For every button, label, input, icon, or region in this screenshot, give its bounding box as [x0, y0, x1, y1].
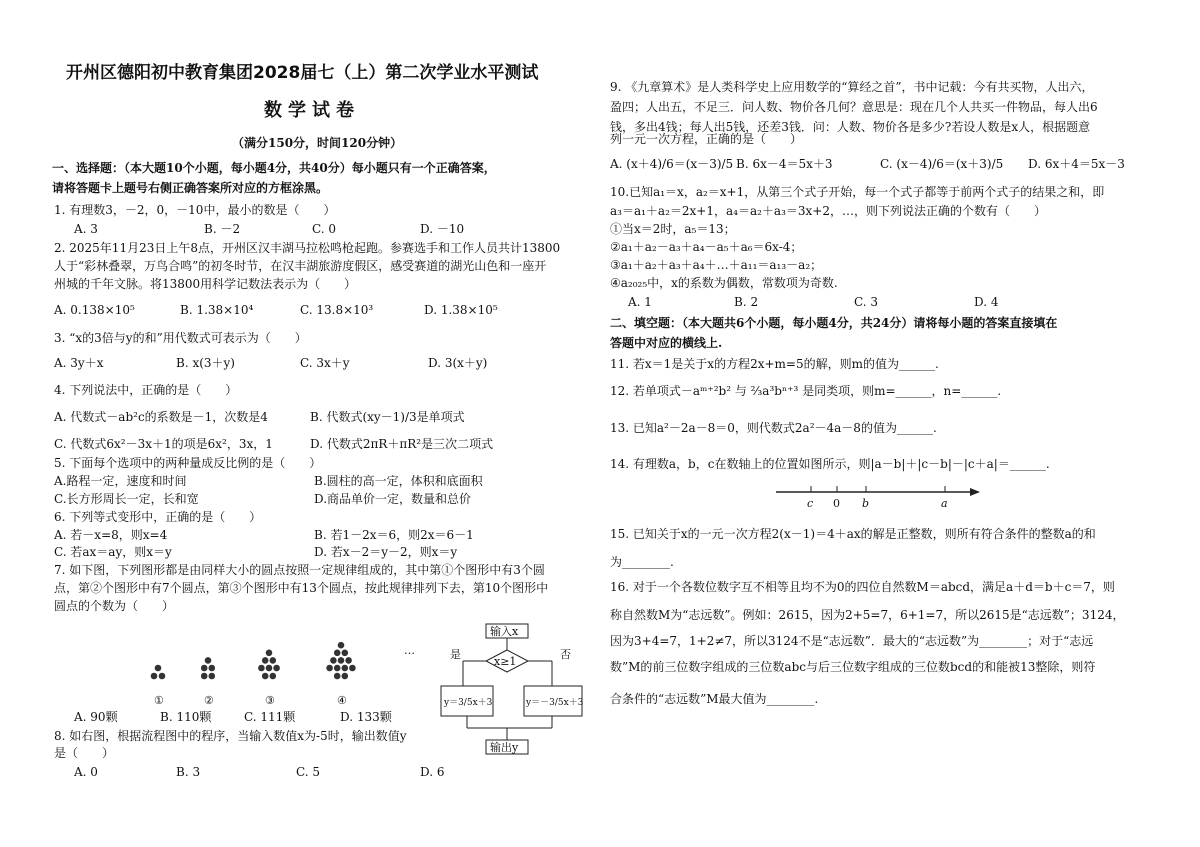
pattern-3: [258, 650, 280, 680]
q16-line5: 合条件的“志远数”M最大值为________.: [610, 692, 819, 706]
q7-line2: 点，第②个图形中有7个圆点，第③个图形中有13个圆点，按此规律排列下去，第10个图形中: [54, 581, 549, 595]
dot: [201, 673, 208, 680]
dot: [326, 665, 333, 672]
dot: [209, 673, 216, 680]
q2-option-b: B. 1.38×10⁴: [180, 303, 254, 317]
q15-line1: 15. 已知关于x的一元一次方程2(x－1)＝4＋ax的解是正整数，则所有符合条件的整数a的和: [610, 527, 1096, 541]
q2-option-a: A. 0.138×10⁵: [54, 303, 135, 317]
q9-line4: 列一元一次方程，正确的是（ ）: [610, 132, 803, 146]
q9-option-b: B. 6x－4＝5x＋3: [736, 157, 833, 171]
q10-option-d: D. 4: [974, 295, 999, 309]
q10-statement-4: ④a₂₀₂₅中，x的系数为偶数，常数项为奇数.: [610, 276, 838, 290]
q1-option-c: C. 0: [312, 222, 337, 236]
section2-heading: 二、填空题：（本大题共6个小题，每小题4分，共24分）请将每小题的答案直接填在: [610, 316, 1058, 330]
dot: [345, 657, 352, 664]
pattern-label-2: ②: [204, 694, 214, 707]
flow-input-label: 输入x: [490, 625, 519, 638]
q10-option-b: B. 2: [734, 295, 759, 309]
q7-option-c: C. 111颗: [244, 710, 296, 724]
q7-option-a: A. 90颗: [74, 710, 118, 724]
dot: [349, 665, 356, 672]
axis-label-c: c: [807, 497, 814, 510]
flow-left-formula: y＝3/5x＋3: [444, 698, 493, 708]
pattern-1: [151, 665, 166, 680]
q3-option-a: A. 3y＋x: [54, 356, 104, 370]
q8-line2: 是（ ）: [54, 746, 115, 760]
dot: [258, 665, 265, 672]
dot: [266, 665, 273, 672]
dot: [338, 642, 345, 649]
dot: [262, 657, 269, 664]
q6-stem: 6. 下列等式变形中，正确的是（ ）: [54, 510, 262, 524]
pattern-4: [326, 642, 355, 679]
dot: [342, 673, 349, 680]
flow-yes-label: 是: [450, 648, 461, 661]
section1-heading: 一、选择题：（本大题10个小题，每小题4分，共40分）每小题只有一个正确答案，: [52, 161, 496, 175]
dot: [342, 650, 349, 657]
q2-option-d: D. 1.38×10⁵: [424, 303, 498, 317]
q5-option-a: A.路程一定，速度和时间: [54, 474, 187, 488]
dot: [338, 657, 345, 664]
q3-option-c: C. 3x＋y: [300, 356, 350, 370]
dot: [334, 665, 341, 672]
q3-option-b: B. x(3＋y): [176, 356, 235, 370]
q2-line1: 2. 2025年11月23日上午8点，开州区汉丰湖马拉松鸣枪起跑。参赛选手和工作人员共计13800: [54, 241, 561, 255]
q2-option-c: C. 13.8×10³: [300, 303, 374, 317]
q8-option-a: A. 0: [74, 765, 98, 779]
dot: [201, 665, 208, 672]
q8-option-d: D. 6: [420, 765, 445, 779]
score-info: （满分150分，时间120分钟）: [232, 136, 403, 150]
axis-label-a: a: [941, 497, 948, 510]
dot: [266, 650, 273, 657]
q11-stem: 11. 若x＝1是关于x的方程2x+m=5的解，则m的值为______.: [610, 357, 939, 371]
dot: [342, 665, 349, 672]
q13-stem: 13. 已知a²－2a－8＝0，则代数式2a²－4a－8的值为______.: [610, 421, 937, 435]
q8-option-b: B. 3: [176, 765, 201, 779]
q4-stem: 4. 下列说法中，正确的是（ ）: [54, 383, 238, 397]
q5-option-d: D.商品单价一定，数量和总价: [314, 492, 472, 506]
q1-option-a: A. 3: [74, 222, 98, 236]
pattern-label-3: ③: [265, 694, 275, 707]
flow-output-label: 输出y: [490, 741, 519, 754]
q6-option-a: A. 若－x=8，则x=4: [54, 528, 168, 542]
q1-stem: 1. 有理数3，－2，0，－10中，最小的数是（ ）: [54, 203, 336, 217]
q10-option-a: A. 1: [628, 295, 652, 309]
q5-option-b: B.圆柱的高一定，体积和底面积: [314, 474, 483, 488]
q7-line3: 圆点的个数为（ ）: [54, 599, 175, 613]
q2-line3: 州城的千年文脉。将13800用科学记数法表示为（ ）: [54, 277, 357, 291]
q9-line1: 9. 《九章算术》是人类科学史上应用数学的“算经之首”，书中记载：今有共买物，人出六，: [610, 80, 1094, 94]
q1-option-d: D. －10: [420, 222, 465, 236]
q9-option-d: D. 6x＋4＝5x－3: [1028, 157, 1125, 171]
q10-line1: 10.已知a₁＝x，a₂＝x+1，从第三个式子开始，每一个式子都等于前两个式子的结果之和，即: [610, 185, 1105, 199]
q16-line1: 16. 对于一个各数位数字互不相等且均不为0的四位自然数M＝abcd，满足a＋d＝b＋c＝7，则: [610, 580, 1115, 594]
number-line: [770, 480, 990, 512]
number-line-arrow: [970, 488, 980, 496]
dot: [205, 657, 212, 664]
q3-option-d: D. 3(x＋y): [428, 356, 488, 370]
q4-option-c: C. 代数式6x²－3x＋1的项是6x²，3x，1: [54, 437, 273, 451]
dot: [330, 657, 337, 664]
q5-option-c: C.长方形周长一定，长和宽: [54, 492, 199, 506]
flow-no-label: 否: [560, 648, 571, 661]
q10-statement-2: ②a₁＋a₂－a₃＋a₄－a₅＋a₆＝6x-4；: [610, 240, 803, 254]
q6-option-d: D. 若x－2＝y－2，则x＝y: [314, 545, 458, 559]
q10-statement-1: ①当x＝2时，a₅＝13；: [610, 222, 736, 236]
section2-heading-2: 答题中对应的横线上.: [610, 336, 723, 350]
q10-statement-3: ③a₁＋a₂＋a₃＋a₄＋…＋a₁₁＝a₁₃－a₂；: [610, 258, 823, 272]
q10-line2: a₃＝a₁＋a₂＝2x+1，a₄＝a₂＋a₃＝3x+2，…，则下列说法正确的个数有（ ）: [610, 204, 1046, 218]
q8-line1: 8. 如右图，根据流程图中的程序，当输入数值x为-5时，输出数值y: [54, 729, 407, 743]
axis-label-0: 0: [833, 497, 840, 510]
dot-pattern-figure: [132, 618, 432, 710]
q15-line2: 为________.: [610, 555, 674, 569]
q9-line3: 钱，多出4钱；每人出5钱，还差3钱．问：人数、物价各是多少?若设人数是x人，根据题意: [610, 120, 1091, 134]
dot: [270, 673, 277, 680]
q7-option-b: B. 110颗: [160, 710, 212, 724]
dot: [334, 650, 341, 657]
q9-option-c: C. (x－4)/6＝(x＋3)/5: [880, 157, 1004, 171]
q5-stem: 5. 下面每个选项中的两种量成反比例的是（ ）: [54, 456, 322, 470]
q7-line1: 7. 如下图，下列图形都是由同样大小的圆点按照一定规律组成的，其中第①个图形中有3个圆: [54, 563, 545, 577]
flowchart: [440, 622, 600, 758]
q6-option-b: B. 若1－2x＝6，则2x＝6－1: [314, 528, 474, 542]
q16-line4: 数”M的前三位数字组成的三位数abc与后三位数字组成的三位数bcd的和能被13整除，则符: [610, 660, 1096, 674]
exam-subtitle: 数学试卷: [264, 100, 360, 121]
q7-option-d: D. 133颗: [340, 710, 392, 724]
q8-option-c: C. 5: [296, 765, 321, 779]
flow-right-formula: y＝－3/5x＋3: [526, 698, 584, 708]
exam-title: 开州区德阳初中教育集团2028届七（上）第二次学业水平测试: [66, 63, 539, 83]
q14-stem: 14. 有理数a，b，c在数轴上的位置如图所示，则|a－b|＋|c－b|－|c＋a|＝______.: [610, 457, 1050, 471]
q16-line3: 因为3+4=7，1+2≠7，所以3124不是“志远数”．最大的“志远数”为________；对于“志远: [610, 634, 1094, 648]
q3-stem: 3. “x的3倍与y的和”用代数式可表示为（ ）: [54, 331, 307, 345]
dot: [262, 673, 269, 680]
q2-line2: 人于“彩林叠翠，万鸟合鸣”的初冬时节，在汉丰湖旅游度假区，感受赛道的湖光山色和一座开: [54, 259, 547, 273]
q9-option-a: A. (x＋4)/6＝(x－3)/5: [610, 157, 734, 171]
q12-stem: 12. 若单项式－aᵐ⁺²b² 与 ⅔a³bⁿ⁺³ 是同类项，则m=______，n=______.: [610, 384, 1002, 398]
q10-option-c: C. 3: [854, 295, 879, 309]
q9-line2: 盈四；人出五，不足三．问人数、物价各几何？意思是：现在几个人共买一件物品，每人出6: [610, 100, 1098, 114]
q1-option-b: B. －2: [204, 222, 241, 236]
q16-line2: 称自然数M为“志远数”。例如：2615，因为2+5=7，6+1=7，所以2615是“志远数”；3124，: [610, 608, 1125, 622]
q4-option-d: D. 代数式2πR＋πR²是三次二项式: [310, 437, 494, 451]
dot: [209, 665, 216, 672]
pattern-label-1: ①: [154, 694, 164, 707]
pattern-ellipsis: …: [404, 644, 415, 657]
q6-option-c: C. 若ax＝ay，则x＝y: [54, 545, 172, 559]
dot: [273, 665, 280, 672]
axis-label-b: b: [862, 497, 870, 510]
section1-heading-2: 请将答题卡上题号右侧正确答案所对应的方框涂黑。: [52, 181, 329, 195]
q4-option-a: A. 代数式－ab²c的系数是－1，次数是4: [54, 410, 268, 424]
pattern-2: [201, 657, 215, 679]
q4-option-b: B. 代数式(xy－1)/3是单项式: [310, 410, 465, 424]
dot: [334, 673, 341, 680]
pattern-label-4: ④: [337, 694, 347, 707]
flow-condition: x≥1: [494, 655, 517, 668]
dot: [270, 657, 277, 664]
